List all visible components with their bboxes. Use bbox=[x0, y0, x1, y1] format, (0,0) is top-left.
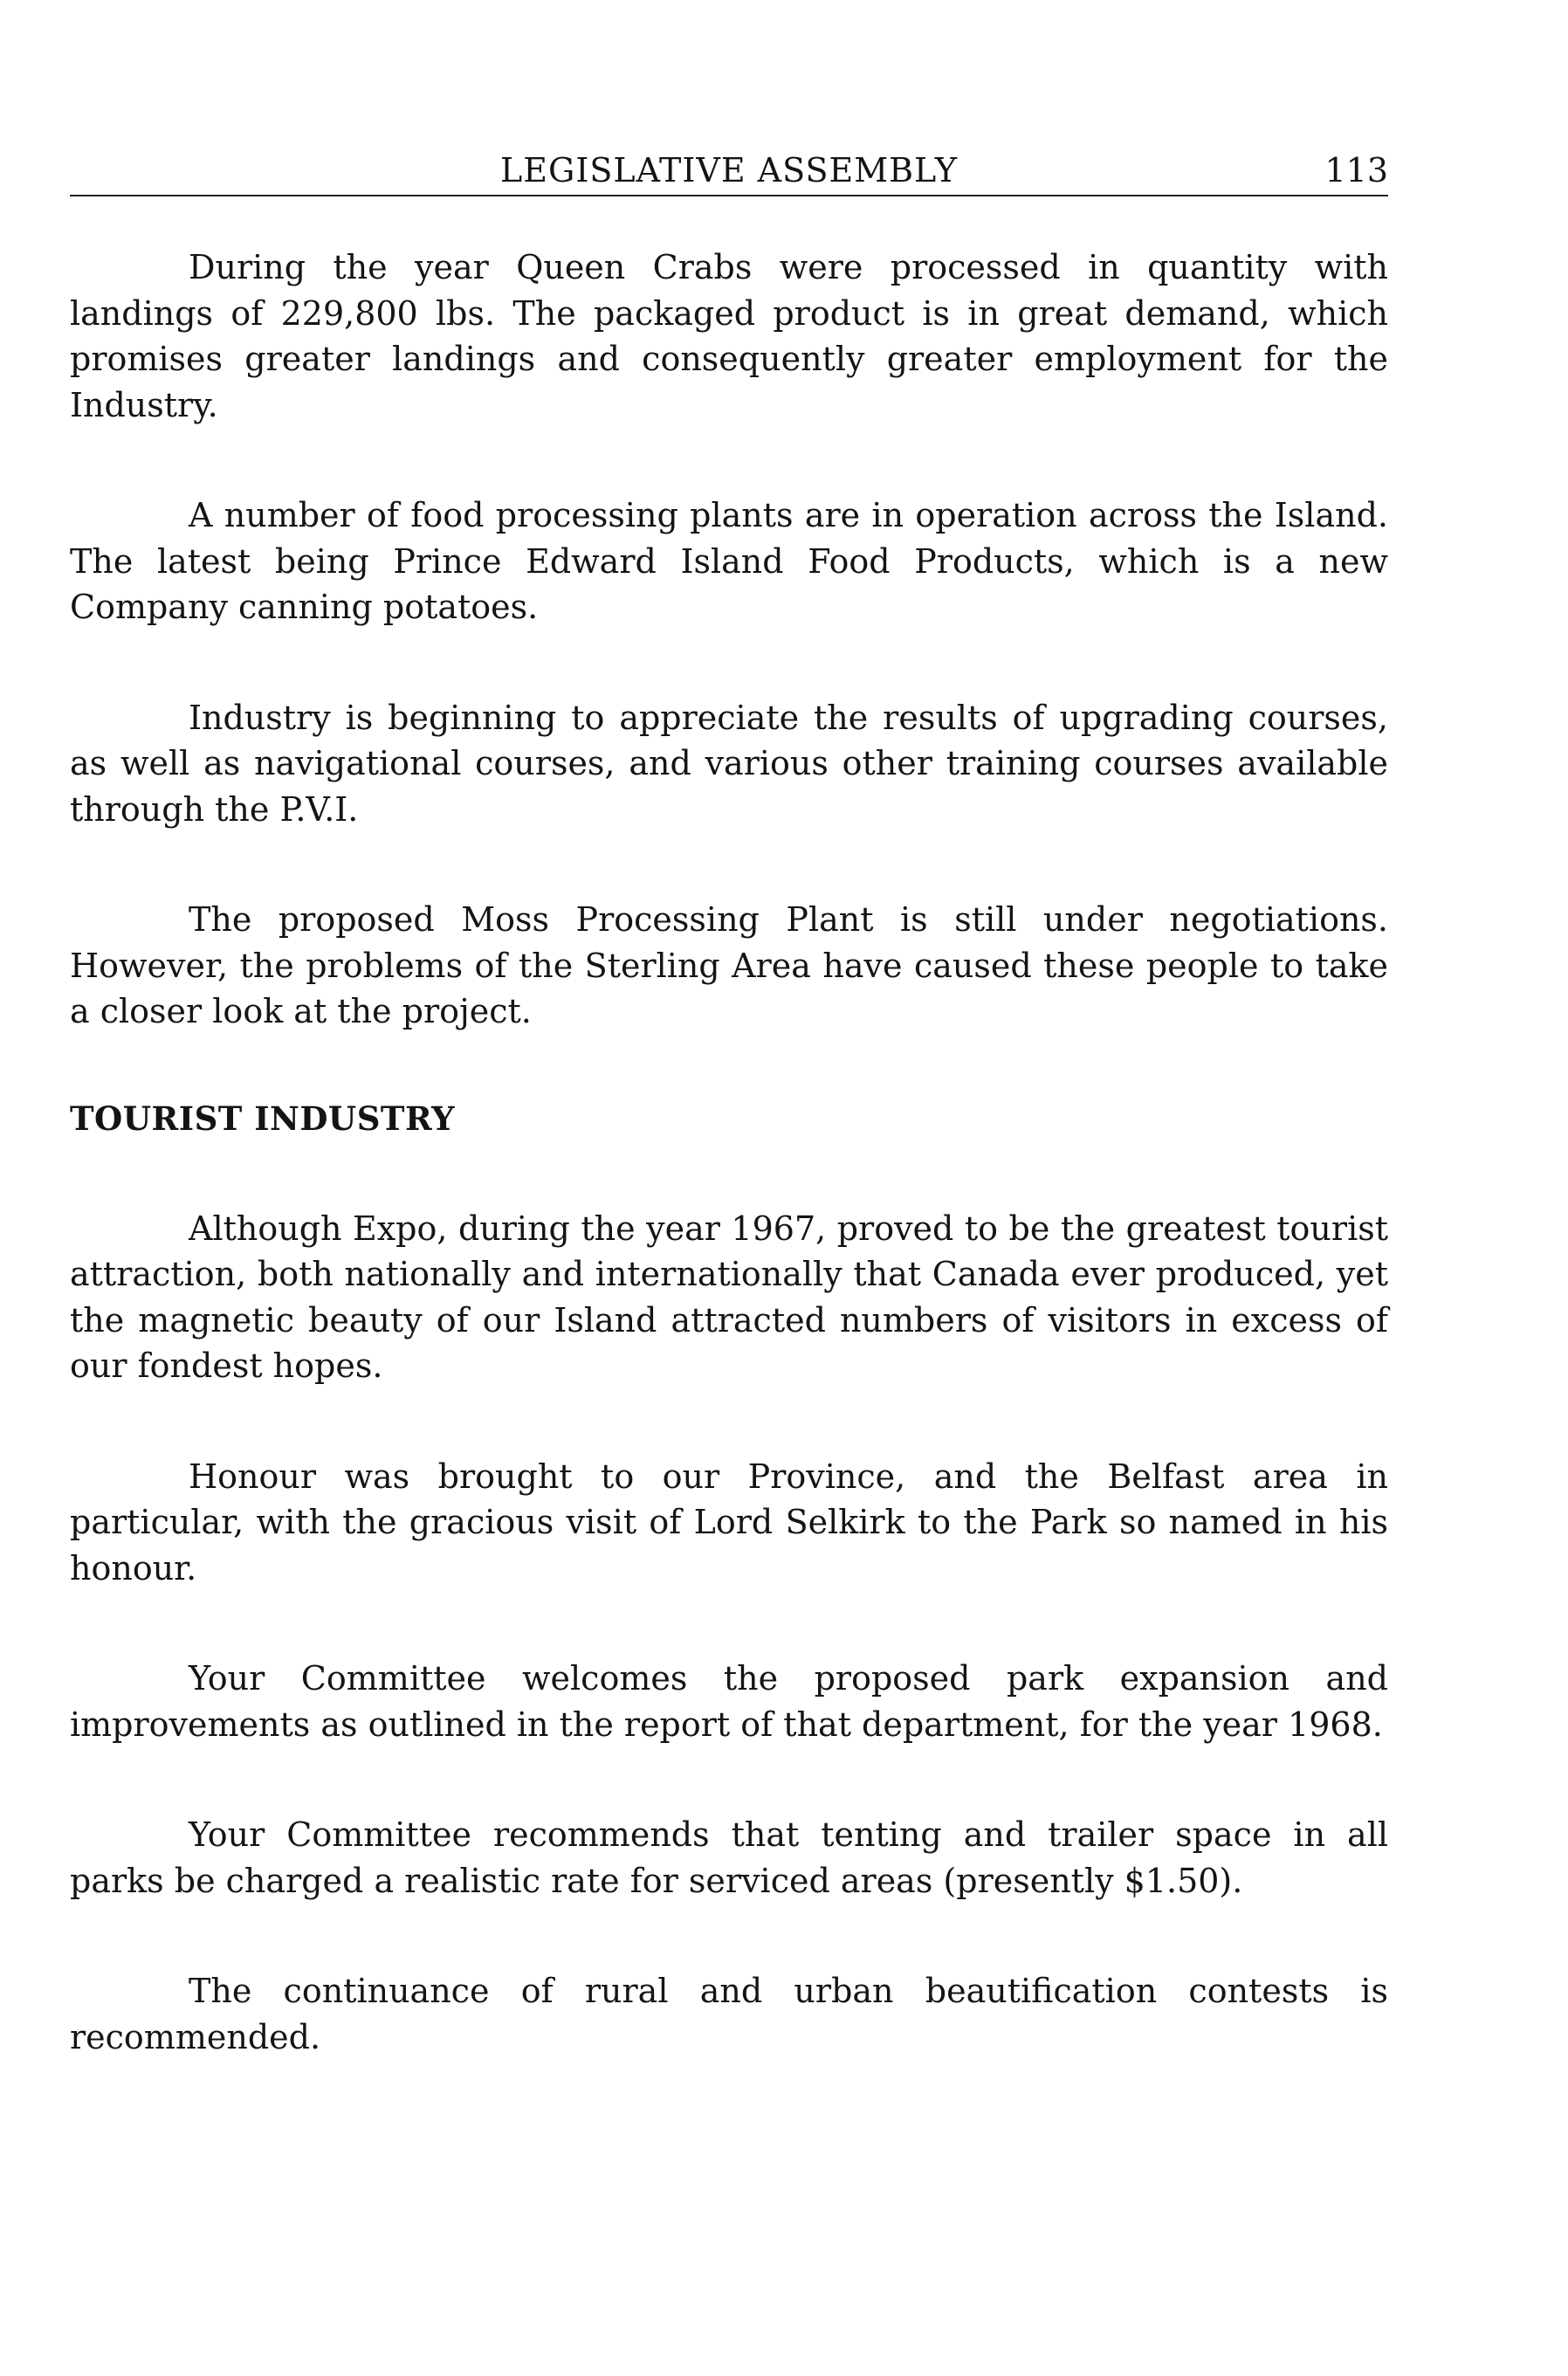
paragraph-moss-plant: The proposed Moss Processing Plant is still under negotiations. However, the problems of the Sterling Area have caused these people to take a closer look at the project. bbox=[70, 900, 1388, 1030]
document-page bbox=[70, 144, 1388, 2125]
page-header bbox=[70, 144, 1388, 196]
paragraph-beautification: The continuance of rural and urban beautification contests is recommended. bbox=[70, 1972, 1388, 2056]
paragraph-park-expansion: Your Committee welcomes the proposed park expansion and improvements as outlined in the report of that department, for the year 1968. bbox=[70, 1659, 1388, 1744]
paragraph-lord-selkirk: Honour was brought to our Province, and the Belfast area in particular, with the gracious visit of Lord Selkirk to the Park so named in his honour. bbox=[70, 1457, 1388, 1587]
page-number: 113 bbox=[1324, 151, 1388, 189]
paragraph-food-processing: A number of food processing plants are in operation across the Island. The latest being Prince Edward Island Food Products, which is a new Company canning potatoes. bbox=[70, 496, 1388, 626]
section-heading: TOURIST INDUSTRY bbox=[70, 1098, 455, 1138]
running-head: LEGISLATIVE ASSEMBLY bbox=[500, 151, 958, 189]
paragraph-tenting-rate: Your Committee recommends that tenting and trailer space in all parks be charged a realistic rate for serviced areas (presently $1.50). bbox=[70, 1815, 1388, 1900]
paragraph-queen-crabs: During the year Queen Crabs were processed in quantity with landings of 229,800 lbs. The packaged product is in great demand, which promises greater landings and consequently greater employment for the Industry. bbox=[70, 248, 1388, 424]
paragraph-upgrading-courses: Industry is beginning to appreciate the results of upgrading courses, as well as navigational courses, and various other training courses available through the P.V.I. bbox=[70, 698, 1388, 829]
body-text bbox=[70, 244, 1388, 2060]
paragraph-expo: Although Expo, during the year 1967, proved to be the greatest tourist attraction, both nationally and internationally that Canada ever produced, yet the magnetic beauty of our Island attracted numbers of visitors in excess of our fondest hopes. bbox=[70, 1209, 1388, 1385]
